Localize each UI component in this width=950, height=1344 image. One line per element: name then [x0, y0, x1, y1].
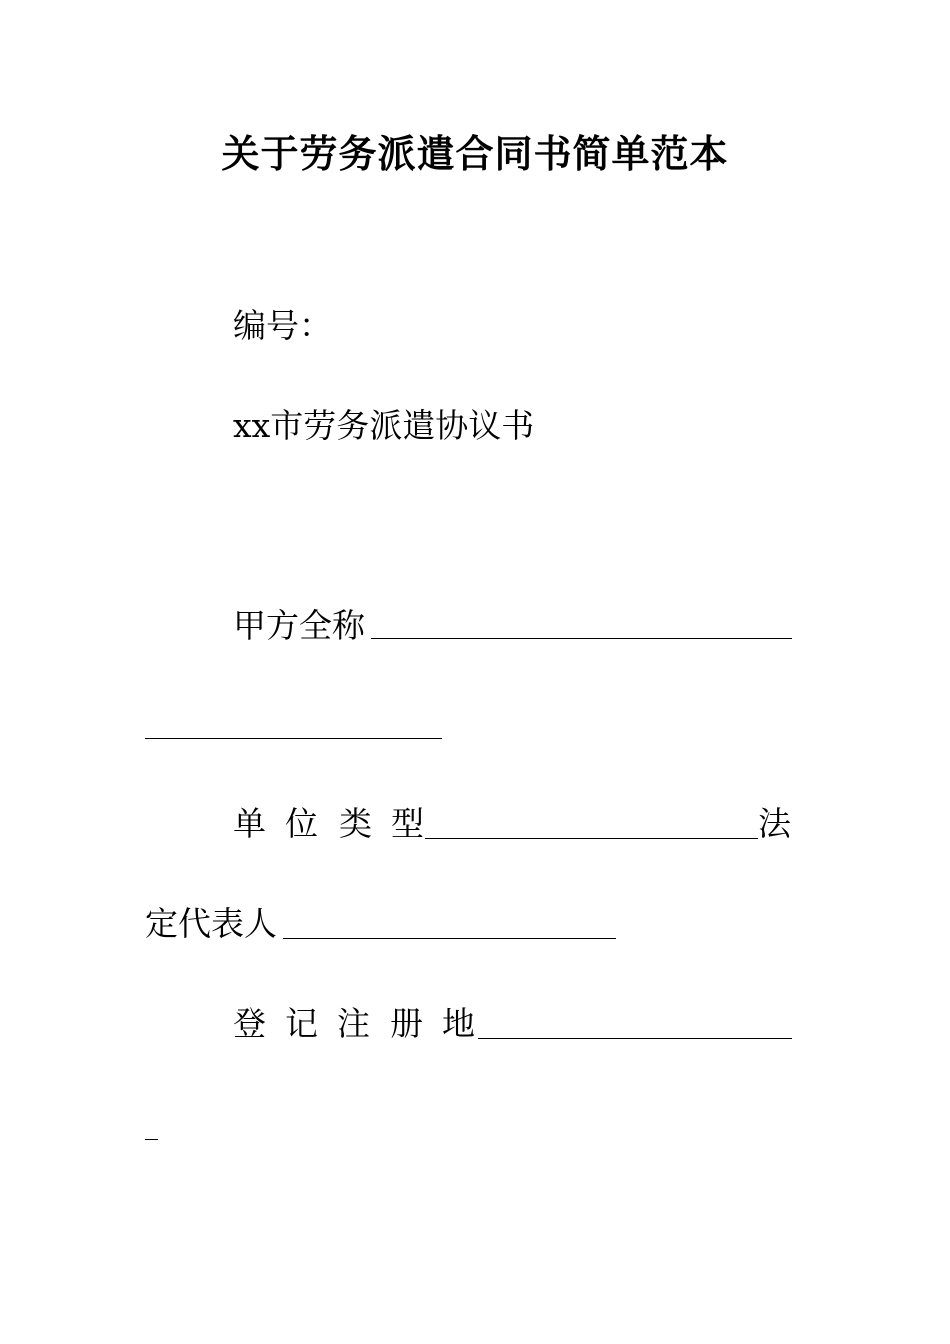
- registration-char: 注: [337, 1004, 370, 1043]
- registration-place-blank: [478, 1038, 792, 1039]
- unit-type-char: 位: [285, 804, 318, 843]
- legal-rep-blank: [283, 938, 616, 939]
- registration-char: 登: [233, 1004, 266, 1043]
- registration-char: 地: [442, 1004, 475, 1043]
- number-label: 编号：: [233, 306, 332, 345]
- registration-char: 记: [285, 1004, 318, 1043]
- legal-rep-label-prefix: 法: [758, 804, 791, 843]
- party-a-name-blank-continued: [145, 738, 442, 739]
- party-a-name-label: 甲方全称: [233, 606, 365, 645]
- registration-char: 册: [390, 1004, 423, 1043]
- unit-type-char: 单: [233, 804, 266, 843]
- agreement-subtitle: xx市劳务派遣协议书: [233, 406, 535, 445]
- party-a-name-blank: [371, 638, 792, 639]
- unit-type-blank: [425, 838, 758, 839]
- unit-type-char: 型: [391, 804, 424, 843]
- registration-place-blank-continued: [145, 1139, 158, 1140]
- unit-type-char: 类: [339, 804, 372, 843]
- document-title: 关于劳务派遣合同书简单范本: [221, 131, 729, 176]
- legal-rep-label: 定代表人: [145, 904, 277, 943]
